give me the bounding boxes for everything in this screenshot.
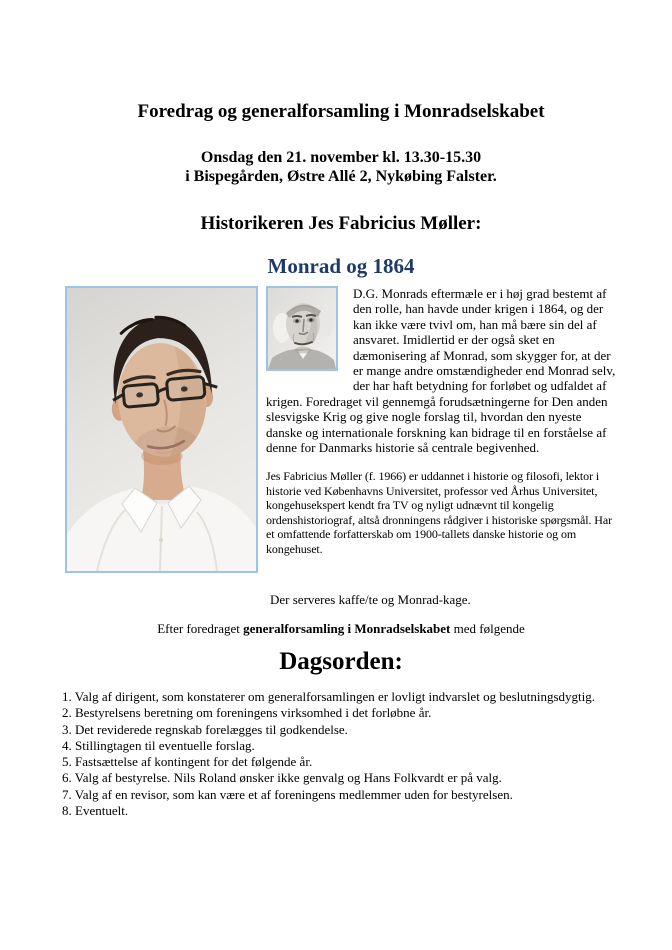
event-location: i Bispegården, Østre Allé 2, Nykøbing Falster. (185, 167, 497, 185)
agenda-heading: Dagsorden: (279, 648, 403, 675)
agenda-item-1: 1. Valg af dirigent, som konstaterer om generalforsamlingen er lovligt indvarslet og beslutningsdygtig. (62, 689, 596, 704)
agenda-item-7: 7. Valg af en revisor, som kan være et af foreningens medlemmer uden for bestyrelsen. (62, 786, 513, 802)
assembly-note-bold: generalforsamling i Monradselskabet (243, 621, 451, 636)
speaker-photo (65, 286, 258, 573)
media-text-block (62, 286, 620, 587)
assembly-note (62, 621, 620, 636)
agenda-item-3: 3. Det reviderede regnskab forelægges til godkendelse. (62, 721, 348, 737)
agenda-item-6: 6. Valg af bestyrelse. Nils Roland ønsker ikke genvalg og Hans Folkvardt er på valg. (62, 770, 502, 786)
event-datetime-location (62, 149, 620, 186)
monrad-portrait (266, 286, 338, 371)
speaker-photo-image (67, 288, 256, 571)
event-date: Onsdag den 21. november kl. 13.30-15.30 (200, 149, 482, 166)
assembly-note-prefix: Efter foredraget (157, 621, 244, 636)
lecture-description: D.G. Monrads eftermæle er i høj grad bestemt af den rolle, han havde under krigen i 1864, og der kan ikke være tvivl om, han må bære sin del af ansvaret. Imidlertid er der også sket en dæmonisering af Monrad, som skygger for, at der er mange andre omstændigheder end Monrad selv, der har haft betydning for forløbet og udfaldet af krigen. Foredraget vil gennemgå forudsætningerne for Den anden slesvigske Krig og give nogle forslag til, hvordan den nyeste danske og internationale forskning kan bidrage til en forståelse af denne for Danmarks historie så centrale begivenhed. (266, 286, 616, 456)
assembly-note-suffix: med følgende (450, 621, 525, 636)
agenda-item-2: 2. Bestyrelsens beretning om foreningens virksomhed i det forløbne år. (62, 705, 432, 721)
monrad-portrait-image (268, 288, 336, 369)
agenda-list (62, 689, 620, 819)
speaker-heading: Historikeren Jes Fabricius Møller: (200, 213, 482, 234)
agenda-item-4: 4. Stillingtagen til eventuelle forslag. (62, 737, 255, 753)
agenda-item-5: 5. Fastsættelse af kontingent for det følgende år. (62, 754, 313, 770)
lecture-title: Monrad og 1864 (267, 254, 415, 278)
agenda-item-8: 8. Eventuelt. (62, 803, 129, 819)
page-title: Foredrag og generalforsamling i Monradselskabet (137, 101, 545, 122)
serving-note: Der serveres kaffe/te og Monrad-kage. (270, 592, 471, 607)
speaker-bio: Jes Fabricius Møller (f. 1966) er uddannet i historie og filosofi, lektor i historie ved Københavns Universitet, professor ved Århus Universitet, kongehusekspert kendt fra TV og nyligt udnævnt til kongelig ordenshistoriograf, altså dronningens rådgiver i historiske spørgsmål. Har et omfattende forfatterskab om 1900-tallets danske historie og om kongehuset. (266, 469, 612, 556)
